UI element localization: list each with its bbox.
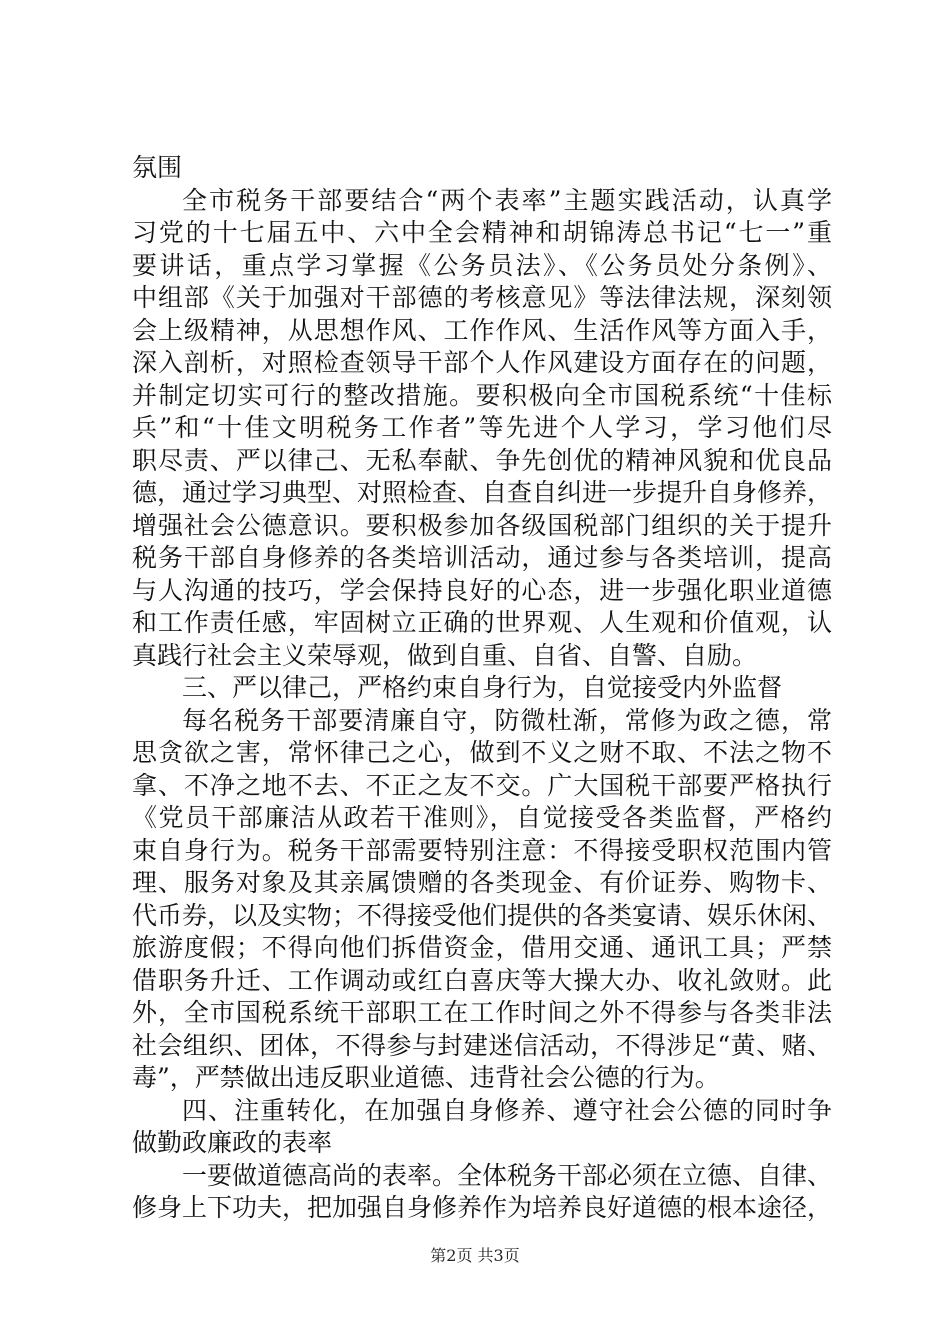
- text-line: 社会组织、团体，不得参与封建迷信活动，不得涉足“黄、赌、: [132, 1030, 832, 1060]
- text-line: 职尽责、严以律己、无私奉献、争先创优的精神风貌和优良品: [132, 445, 832, 475]
- section-heading: 四、注重转化，在加强自身修养、遵守社会公德的同时争: [182, 1095, 832, 1125]
- text-line: 并制定切实可行的整改措施。要积极向全市国税系统“十佳标: [132, 380, 832, 410]
- text-line: 思贪欲之害，常怀律己之心，做到不义之财不取、不法之物不: [132, 738, 832, 767]
- text-line: 深入剖析，对照检查领导干部个人作风建设方面存在的问题，: [132, 348, 832, 377]
- text-line: 旅游度假；不得向他们拆借资金，借用交通、通讯工具；严禁: [132, 933, 832, 962]
- text-line: 税务干部自身修养的各类培训活动，通过参与各类培训，提高: [132, 543, 832, 572]
- text-line: 借职务升迁、工作调动或红白喜庆等大操大办、收礼敛财。此: [132, 965, 832, 995]
- text-line: 德，通过学习典型、对照检查、自查自纠进一步提升自身修养，: [132, 478, 833, 507]
- text-line: 中组部《关于加强对干部德的考核意见》等法律法规，深刻领: [132, 283, 832, 312]
- document-body: [132, 152, 832, 1225]
- text-line: 拿、不净之地不去、不正之友不交。广大国税干部要严格执行: [132, 770, 832, 800]
- section-heading-continued: 做勤政廉政的表率: [132, 1128, 333, 1157]
- text-line: 理、服务对象及其亲属馈赠的各类现金、有价证券、购物卡、: [132, 868, 832, 897]
- section-heading: 三、严以律己，严格约束自身行为，自觉接受内外监督: [182, 673, 783, 702]
- text-line: 氛围: [132, 153, 183, 182]
- text-line: 真践行社会主义荣辱观，做到自重、自省、自警、自励。: [132, 640, 758, 670]
- page-number-footer: 第2页 共3页: [430, 1246, 520, 1265]
- text-line: 修身上下功夫，把加强自身修养作为培养良好道德的根本途径，: [132, 1193, 833, 1222]
- text-line: 毒”，严禁做出违反职业道德、违背社会公德的行为。: [132, 1063, 720, 1092]
- text-line: 要讲话，重点学习掌握《公务员法》、《公务员处分条例》、: [132, 250, 832, 280]
- text-line: 束自身行为。税务干部需要特别注意：不得接受职权范围内管: [132, 835, 832, 865]
- text-line: 全市税务干部要结合“两个表率”主题实践活动，认真学: [182, 185, 832, 215]
- text-line: 与人沟通的技巧，学会保持良好的心态，进一步强化职业道德: [132, 575, 832, 605]
- text-line: 外，全市国税系统干部职工在工作时间之外不得参与各类非法: [132, 998, 832, 1027]
- text-line: 每名税务干部要清廉自守，防微杜渐，常修为政之德，常: [182, 705, 832, 735]
- text-line: 习党的十七届五中、六中全会精神和胡锦涛总书记“七一”重: [132, 218, 832, 247]
- text-line: 代币券，以及实物；不得接受他们提供的各类宴请、娱乐休闲、: [132, 900, 833, 930]
- text-line: 和工作责任感，牢固树立正确的世界观、人生观和价值观，认: [132, 608, 832, 637]
- text-line: 增强社会公德意识。要积极参加各级国税部门组织的关于提升: [132, 510, 832, 540]
- text-line: 一要做道德高尚的表率。全体税务干部必须在立德、自律、: [182, 1160, 833, 1190]
- text-line: 会上级精神，从思想作风、工作作风、生活作风等方面入手，: [132, 315, 832, 345]
- text-line: 《党员干部廉洁从政若干准则》，自觉接受各类监督，严格约: [132, 803, 832, 832]
- text-line: 兵”和“十佳文明税务工作者”等先进个人学习，学习他们尽: [132, 413, 832, 442]
